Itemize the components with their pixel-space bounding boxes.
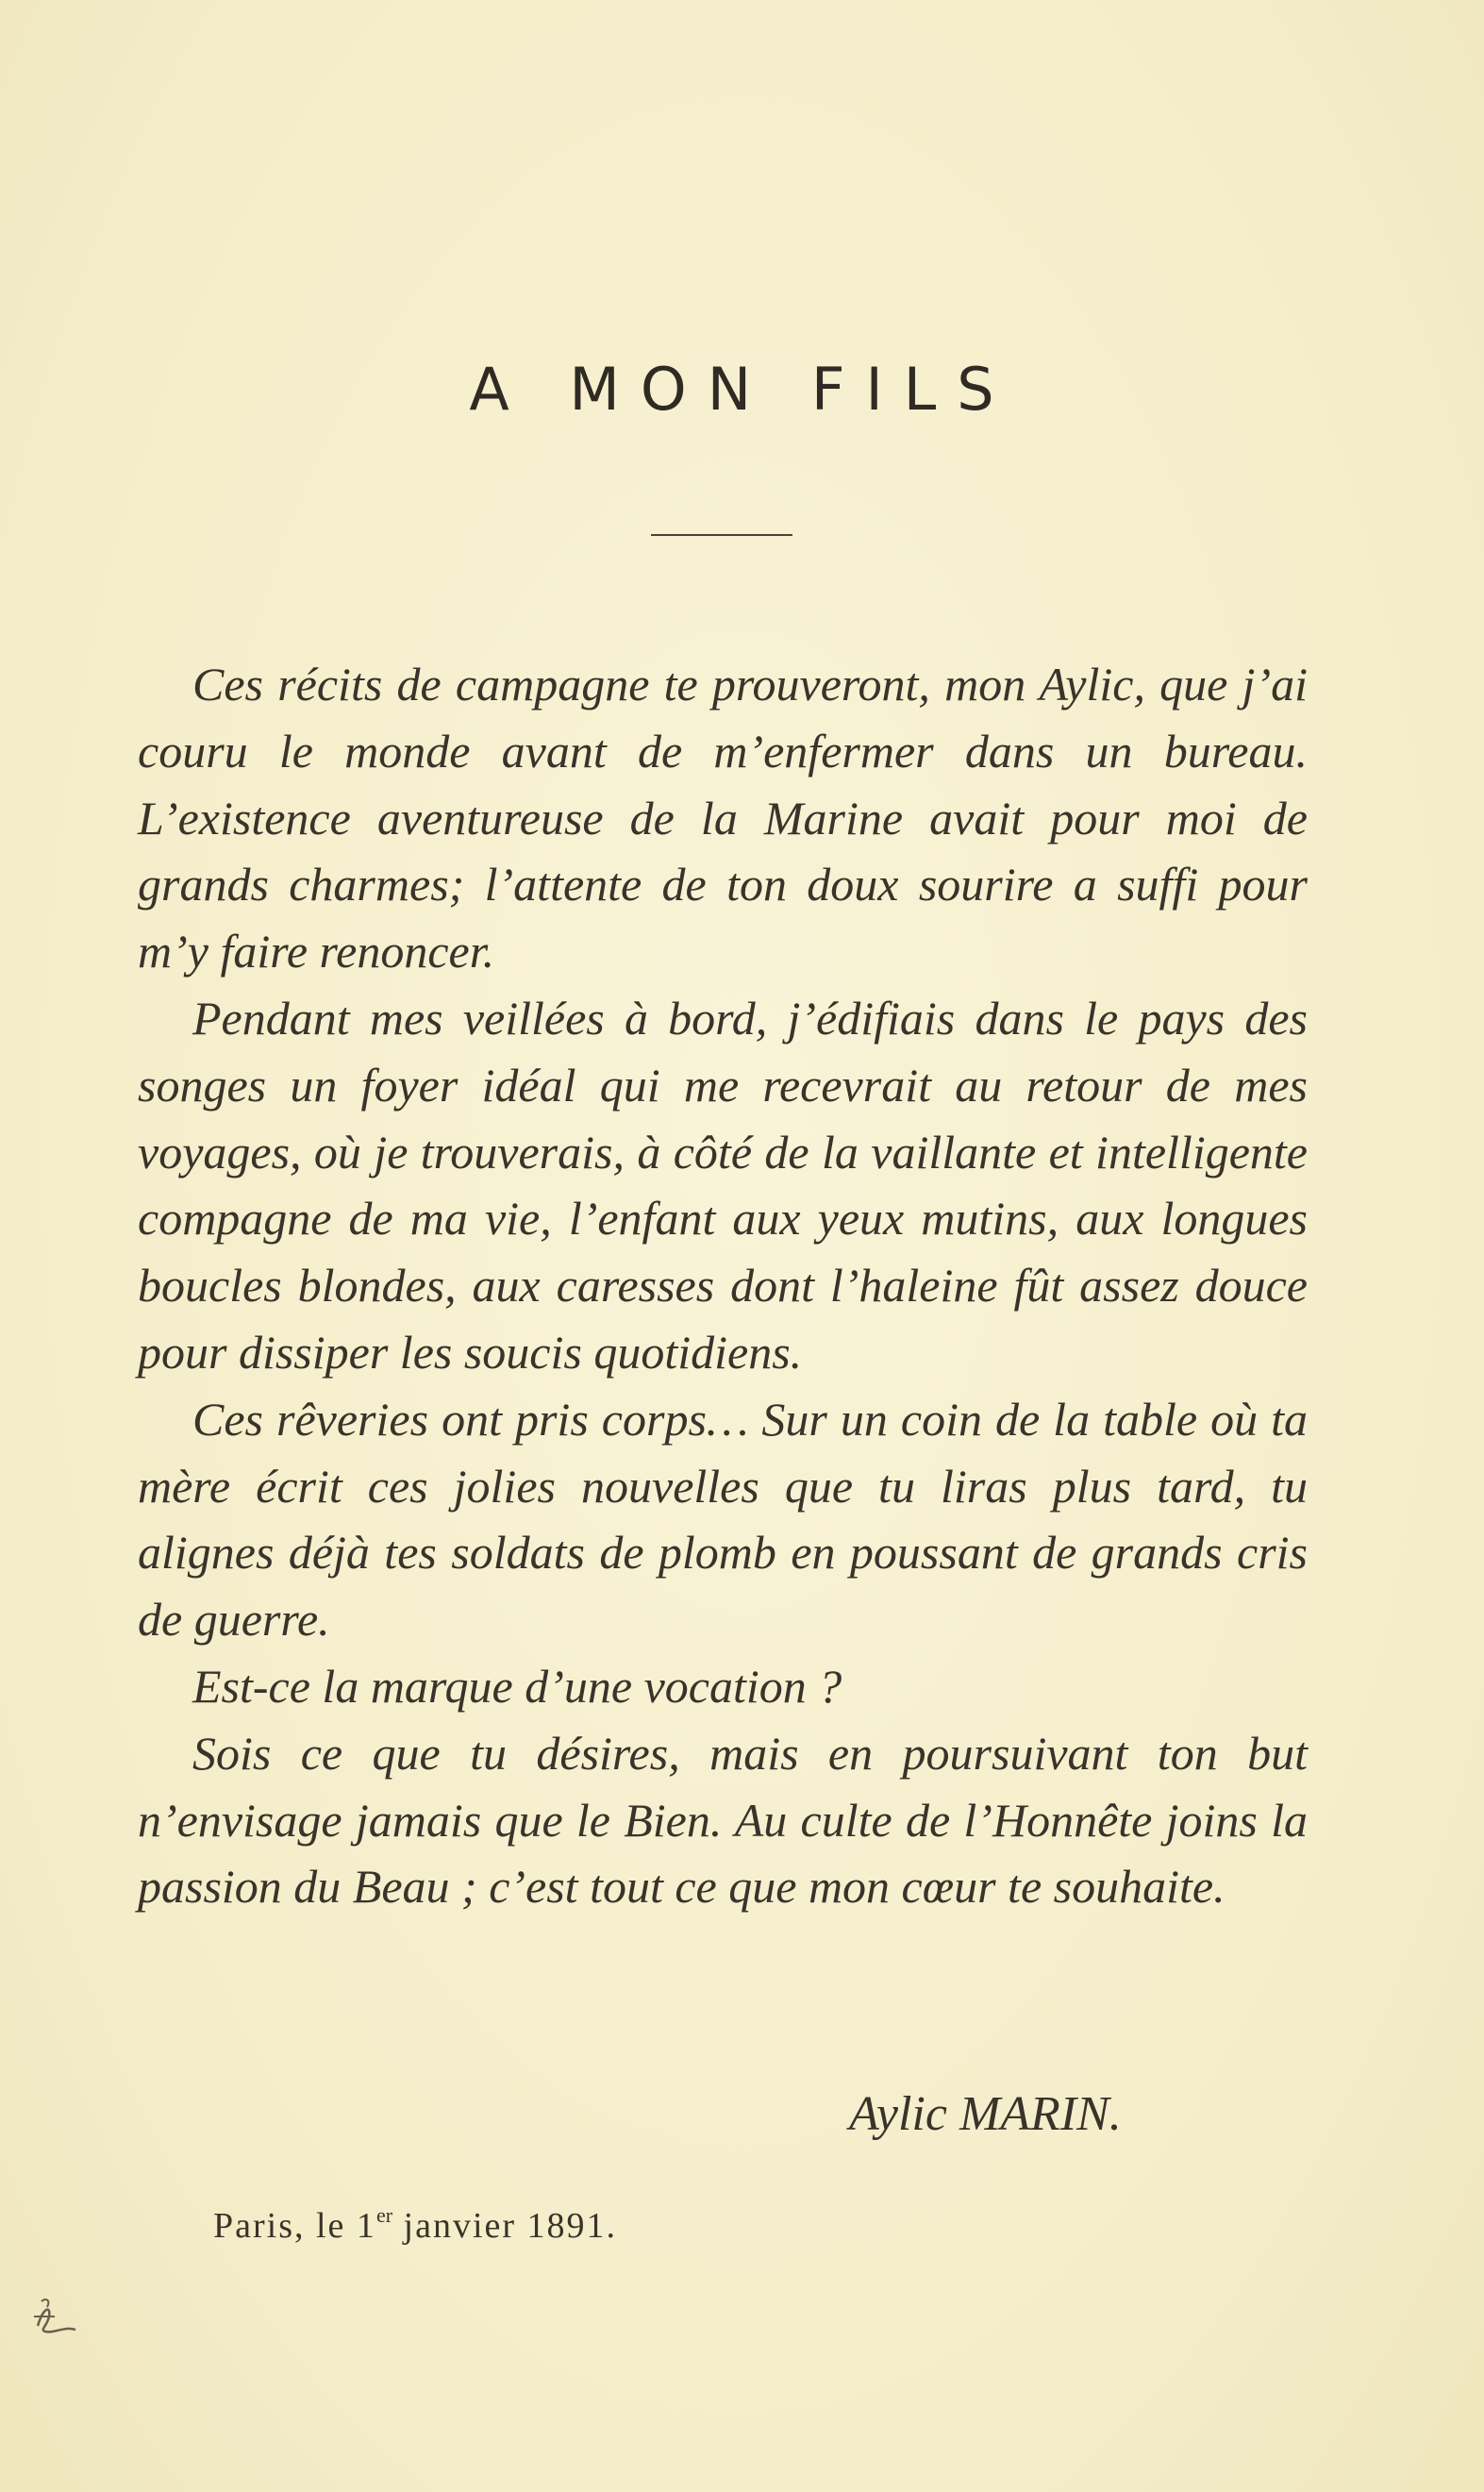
dateline-superscript: er	[375, 2203, 393, 2227]
dateline	[213, 2203, 617, 2247]
paragraph-4: Est-ce la marque d’une vocation ?	[192, 1659, 842, 1713]
paragraph-5: Sois ce que tu désires, mais en poursuivant ton but n’envisage jamais que le Bien. Au culte de l’Honnête joins la passion du Beau ; c’est tout ce que mon cœur te souhaite.	[138, 1726, 1308, 1914]
title-rule	[651, 534, 792, 536]
dateline-end: janvier 1891.	[392, 2206, 618, 2246]
dateline-start: Paris, le 1	[213, 2206, 376, 2246]
signature: Aylic MARIN.	[849, 2087, 1122, 2141]
dedication-text	[138, 651, 1308, 1920]
paragraph-1: Ces récits de campagne te prouveront, mon Aylic, que j’ai couru le monde avant de m’enfermer dans un bureau. L’existence aventureuse de la Marine avait pour moi de grands charmes; l’attente de ton doux sourire a suffi pour m’y faire renoncer.	[138, 658, 1308, 978]
page-title: A MON FILS	[469, 355, 1015, 424]
paragraph-3: Ces rêveries ont pris corps… Sur un coin de la table où ta mère écrit ces jolies nouvelles que tu liras plus tard, tu alignes déjà tes soldats de plomb en poussant de grands cris de guerre.	[138, 1392, 1308, 1647]
library-stamp-icon	[26, 2288, 83, 2345]
paragraph-2: Pendant mes veillées à bord, j’édifiais dans le pays des songes un foyer idéal qui me recevrait au retour de mes voyages, où je trouverais, à côté de la vaillante et intelligente compagne de ma vie, l’enfant aux yeux mutins, aux longues boucles blondes, aux caresses dont l’haleine fût assez douce pour dissiper les soucis quotidiens.	[138, 991, 1308, 1379]
